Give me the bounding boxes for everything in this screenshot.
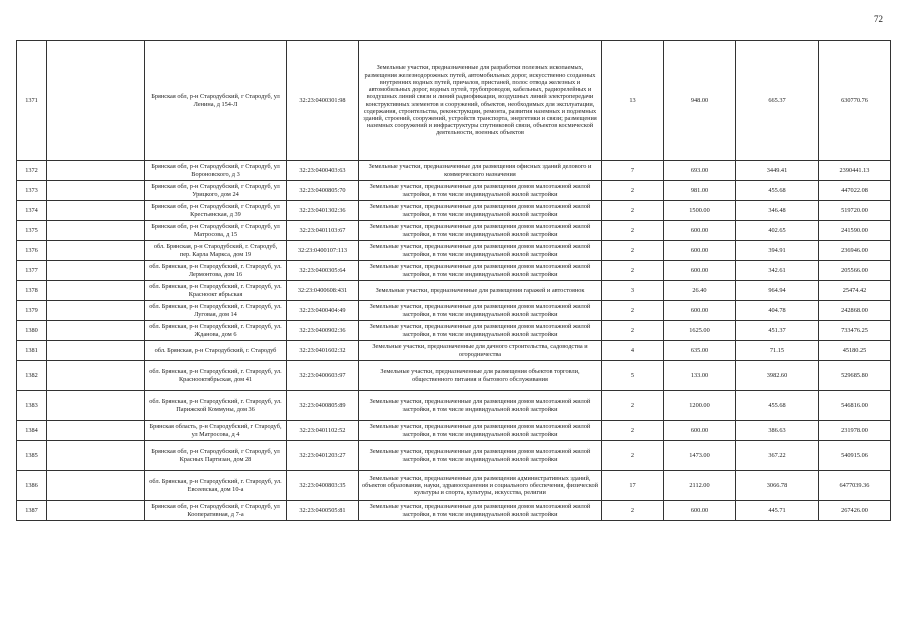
area-cell: 133.00: [664, 361, 736, 391]
area-cell: 1625.00: [664, 321, 736, 341]
group-code-cell: 5: [602, 361, 664, 391]
empty-cell: [47, 161, 145, 181]
cadastral-number-cell: 32:23:0400608:431: [287, 281, 359, 301]
cadastral-value-cell: 241590.00: [819, 221, 891, 241]
specific-value-cell: 964.94: [736, 281, 819, 301]
cadastral-value-cell: 205566.00: [819, 261, 891, 281]
row-number: 1386: [17, 471, 47, 501]
row-number: 1380: [17, 321, 47, 341]
cadastral-number-cell: 32:23:0401602:32: [287, 341, 359, 361]
area-cell: 600.00: [664, 221, 736, 241]
land-use-cell: Земельные участки, предназначенные для размещения домов малоэтажной жилой застройки, в том числе индивидуальной жилой застройки: [359, 201, 602, 221]
land-use-cell: Земельные участки, предназначенные для размещения домов малоэтажной жилой застройки, в том числе индивидуальной жилой застройки: [359, 181, 602, 201]
address-cell: обл. Брянская, р-н Стародубский, г. Стародуб, ул. Луговая, дом 14: [145, 301, 287, 321]
row-number: 1374: [17, 201, 47, 221]
specific-value-cell: 402.65: [736, 221, 819, 241]
specific-value-cell: 346.48: [736, 201, 819, 221]
group-code-cell: 17: [602, 471, 664, 501]
cadastral-number-cell: 32:23:0400305:64: [287, 261, 359, 281]
cadastral-value-cell: 733476.25: [819, 321, 891, 341]
cadastral-value-cell: 6477039.36: [819, 471, 891, 501]
group-code-cell: 7: [602, 161, 664, 181]
empty-cell: [47, 321, 145, 341]
address-cell: обл. Брянская, р-н Стародубский, г. Стародуб, пер. Карла Маркса, дом 19: [145, 241, 287, 261]
specific-value-cell: 404.78: [736, 301, 819, 321]
address-cell: обл. Брянская, р-н Стародубский, г. Стародуб, ул. Краснооктябрьская, дом 41: [145, 361, 287, 391]
specific-value-cell: 3449.41: [736, 161, 819, 181]
empty-cell: [47, 341, 145, 361]
land-use-cell: Земельные участки, предназначенные для размещения объектов торговли, общественного питания и бытового обслуживания: [359, 361, 602, 391]
table-row: [17, 501, 891, 521]
empty-cell: [47, 421, 145, 441]
row-number: 1381: [17, 341, 47, 361]
empty-cell: [47, 181, 145, 201]
empty-cell: [47, 281, 145, 301]
table-row: [17, 321, 891, 341]
cadastral-number-cell: 32:23:0400403:63: [287, 161, 359, 181]
land-use-cell: Земельные участки, предназначенные для размещения домов малоэтажной жилой застройки, в том числе индивидуальной жилой застройки: [359, 301, 602, 321]
land-use-cell: Земельные участки, предназначенные для размещения домов малоэтажной жилой застройки, в том числе индивидуальной жилой застройки: [359, 321, 602, 341]
specific-value-cell: 394.91: [736, 241, 819, 261]
group-code-cell: 3: [602, 281, 664, 301]
cadastral-value-cell: 546816.00: [819, 391, 891, 421]
cadastral-value-cell: 242868.00: [819, 301, 891, 321]
address-cell: обл. Брянская, р-н Стародубский, г. Стародуб, ул. Красноокт ябрьская: [145, 281, 287, 301]
area-cell: 600.00: [664, 261, 736, 281]
row-number: 1387: [17, 501, 47, 521]
area-cell: 600.00: [664, 421, 736, 441]
row-number: 1384: [17, 421, 47, 441]
table-row: [17, 241, 891, 261]
row-number: 1375: [17, 221, 47, 241]
address-cell: Брянская обл, р-н Стародубский, г Стародуб, ул Урицкого, дом 24: [145, 181, 287, 201]
land-use-cell: Земельные участки, предназначенные для размещения домов малоэтажной жилой застройки, в том числе индивидуальной жилой застройки: [359, 261, 602, 281]
address-cell: обл. Брянская, р-н Стародубский, г. Стародуб, ул. Лермонтова, дом 16: [145, 261, 287, 281]
specific-value-cell: 665.37: [736, 41, 819, 161]
table-row: [17, 341, 891, 361]
cadastral-number-cell: 32:23:0400902:36: [287, 321, 359, 341]
specific-value-cell: 3982.60: [736, 361, 819, 391]
group-code-cell: 2: [602, 441, 664, 471]
address-cell: Брянская обл, р-н Стародубский, г Стародуб, ул Матросова, д 15: [145, 221, 287, 241]
land-use-cell: Земельные участки, предназначенные для размещения домов малоэтажной жилой застройки, в том числе индивидуальной жилой застройки: [359, 241, 602, 261]
specific-value-cell: 3066.78: [736, 471, 819, 501]
empty-cell: [47, 201, 145, 221]
row-number: 1372: [17, 161, 47, 181]
land-use-cell: Земельные участки, предназначенные для размещения гаражей и автостоянок: [359, 281, 602, 301]
cadastral-number-cell: 32:23:0400505:81: [287, 501, 359, 521]
row-number: 1376: [17, 241, 47, 261]
table-row: [17, 361, 891, 391]
row-number: 1377: [17, 261, 47, 281]
table-row: [17, 421, 891, 441]
group-code-cell: 2: [602, 201, 664, 221]
cadastral-value-cell: 267426.00: [819, 501, 891, 521]
address-cell: Брянская обл, р-н Стародубский, г Стародуб, ул Красных Партизан, дом 28: [145, 441, 287, 471]
row-number: 1383: [17, 391, 47, 421]
empty-cell: [47, 501, 145, 521]
land-use-cell: Земельные участки, предназначенные для размещения административных зданий, объектов образования, науки, здравоохранения и социального обеспечения, физической культуры и спорта, культуры, искусства, религии: [359, 471, 602, 501]
row-number: 1378: [17, 281, 47, 301]
table-body: [17, 41, 891, 521]
specific-value-cell: 445.71: [736, 501, 819, 521]
cadastral-number-cell: 32:23:0400301:98: [287, 41, 359, 161]
group-code-cell: 2: [602, 321, 664, 341]
table-row: [17, 161, 891, 181]
empty-cell: [47, 441, 145, 471]
area-cell: 981.00: [664, 181, 736, 201]
land-use-cell: Земельные участки, предназначенные для размещения домов малоэтажной жилой застройки, в том числе индивидуальной жилой застройки: [359, 391, 602, 421]
row-number: 1373: [17, 181, 47, 201]
cadastral-number-cell: 32:23:0401203:27: [287, 441, 359, 471]
area-cell: 1473.00: [664, 441, 736, 471]
empty-cell: [47, 261, 145, 281]
address-cell: Брянская обл, р-н Стародубский, г Стародуб, ул Вороновского, д 3: [145, 161, 287, 181]
address-cell: Брянская область, р-н Стародубский, г Стародуб, ул Матросова, д 4: [145, 421, 287, 441]
address-cell: обл. Брянская, р-н Стародубский, г. Стародуб, ул. Евсеевская, дом 10-а: [145, 471, 287, 501]
group-code-cell: 4: [602, 341, 664, 361]
cadastral-number-cell: 32:23:0400805:89: [287, 391, 359, 421]
land-use-cell: Земельные участки, предназначенные для дачного строительства, садоводства и огородничества: [359, 341, 602, 361]
group-code-cell: 13: [602, 41, 664, 161]
specific-value-cell: 71.15: [736, 341, 819, 361]
table-row: [17, 41, 891, 161]
group-code-cell: 2: [602, 221, 664, 241]
empty-cell: [47, 361, 145, 391]
cadastral-value-table: [16, 40, 891, 521]
cadastral-value-cell: 529685.80: [819, 361, 891, 391]
address-cell: Брянская обл, р-н Стародубский, г Стародуб, ул Крестьянская, д 39: [145, 201, 287, 221]
table-row: [17, 281, 891, 301]
group-code-cell: 2: [602, 501, 664, 521]
specific-value-cell: 451.37: [736, 321, 819, 341]
land-use-cell: Земельные участки, предназначенные для размещения домов малоэтажной жилой застройки, в том числе индивидуальной жилой застройки: [359, 501, 602, 521]
page-number: 72: [874, 14, 883, 24]
cadastral-number-cell: 32:23:0401302:36: [287, 201, 359, 221]
address-cell: Брянская обл, р-н Стародубский, г Стародуб, ул Кооперативная, д 7-а: [145, 501, 287, 521]
table-row: [17, 181, 891, 201]
row-number: 1382: [17, 361, 47, 391]
address-cell: обл. Брянская, р-н Стародубский, г. Стародуб, ул. Парижской Коммуны, дом 36: [145, 391, 287, 421]
address-cell: обл. Брянская, р-н Стародубский, г. Стародуб: [145, 341, 287, 361]
empty-cell: [47, 221, 145, 241]
cadastral-value-cell: 519720.00: [819, 201, 891, 221]
area-cell: 1500.00: [664, 201, 736, 221]
area-cell: 948.00: [664, 41, 736, 161]
specific-value-cell: 455.68: [736, 391, 819, 421]
land-use-cell: Земельные участки, предназначенные для разработки полезных ископаемых, размещения железнодорожных путей, автомобильных дорог, искусственно созданных внутренних водных путей, причалов, пристаней, полос отвода железных и автомобильных дорог, водных путей, трубопроводов, кабельных, радиорелейных и воздушных линий связи и линий радиофикации, воздушных линий электропередачи конструктивных элементов и сооружений, объектов, необходимых для эксплуатации, содержания, строительства, реконструкции, ремонта, развития наземных и подземных зданий, строений, сооружений, устройств транспорта, энергетики и связи; размещения наземных сооружений и инфраструктуры спутниковой связи, объектов космической деятельности, военных объектов: [359, 41, 602, 161]
area-cell: 1200.00: [664, 391, 736, 421]
land-use-cell: Земельные участки, предназначенные для размещения домов малоэтажной жилой застройки, в том числе индивидуальной жилой застройки: [359, 421, 602, 441]
row-number: 1385: [17, 441, 47, 471]
cadastral-value-cell: 540915.06: [819, 441, 891, 471]
row-number: 1371: [17, 41, 47, 161]
cadastral-number-cell: 32:23:0401102:52: [287, 421, 359, 441]
table-row: [17, 301, 891, 321]
land-use-cell: Земельные участки, предназначенные для размещения домов малоэтажной жилой застройки, в том числе индивидуальной жилой застройки: [359, 441, 602, 471]
area-cell: 26.40: [664, 281, 736, 301]
table-row: [17, 201, 891, 221]
group-code-cell: 2: [602, 181, 664, 201]
cadastral-number-cell: 32:23:0400404:49: [287, 301, 359, 321]
cadastral-number-cell: 32:23:0400107:113: [287, 241, 359, 261]
address-cell: обл. Брянская, р-н Стародубский, г. Стародуб, ул. Жданова, дом 6: [145, 321, 287, 341]
cadastral-number-cell: 32:23:0401103:67: [287, 221, 359, 241]
cadastral-value-cell: 2390441.13: [819, 161, 891, 181]
specific-value-cell: 386.63: [736, 421, 819, 441]
cadastral-value-cell: 236946.00: [819, 241, 891, 261]
empty-cell: [47, 471, 145, 501]
land-use-cell: Земельные участки, предназначенные для размещения офисных зданий делового и коммерческого назначения: [359, 161, 602, 181]
cadastral-number-cell: 32:23:0400603:97: [287, 361, 359, 391]
cadastral-value-cell: 45180.25: [819, 341, 891, 361]
table-row: [17, 391, 891, 421]
empty-cell: [47, 241, 145, 261]
cadastral-number-cell: 32:23:0400805:70: [287, 181, 359, 201]
table-row: [17, 441, 891, 471]
group-code-cell: 2: [602, 421, 664, 441]
group-code-cell: 2: [602, 391, 664, 421]
area-cell: 600.00: [664, 241, 736, 261]
specific-value-cell: 342.61: [736, 261, 819, 281]
empty-cell: [47, 391, 145, 421]
group-code-cell: 2: [602, 301, 664, 321]
land-use-cell: Земельные участки, предназначенные для размещения домов малоэтажной жилой застройки, в том числе индивидуальной жилой застройки: [359, 221, 602, 241]
table-row: [17, 221, 891, 241]
table-row: [17, 471, 891, 501]
cadastral-value-cell: 630770.76: [819, 41, 891, 161]
empty-cell: [47, 41, 145, 161]
specific-value-cell: 367.22: [736, 441, 819, 471]
empty-cell: [47, 301, 145, 321]
group-code-cell: 2: [602, 261, 664, 281]
specific-value-cell: 455.68: [736, 181, 819, 201]
area-cell: 600.00: [664, 501, 736, 521]
area-cell: 600.00: [664, 301, 736, 321]
cadastral-number-cell: 32:23:0400803:35: [287, 471, 359, 501]
area-cell: 693.00: [664, 161, 736, 181]
area-cell: 635.00: [664, 341, 736, 361]
cadastral-value-cell: 447022.08: [819, 181, 891, 201]
group-code-cell: 2: [602, 241, 664, 261]
area-cell: 2112.00: [664, 471, 736, 501]
cadastral-value-cell: 25474.42: [819, 281, 891, 301]
row-number: 1379: [17, 301, 47, 321]
table-row: [17, 261, 891, 281]
address-cell: Брянская обл, р-н Стародубский, г Стародуб, ул Ленина, д 154-Л: [145, 41, 287, 161]
cadastral-value-cell: 231978.00: [819, 421, 891, 441]
